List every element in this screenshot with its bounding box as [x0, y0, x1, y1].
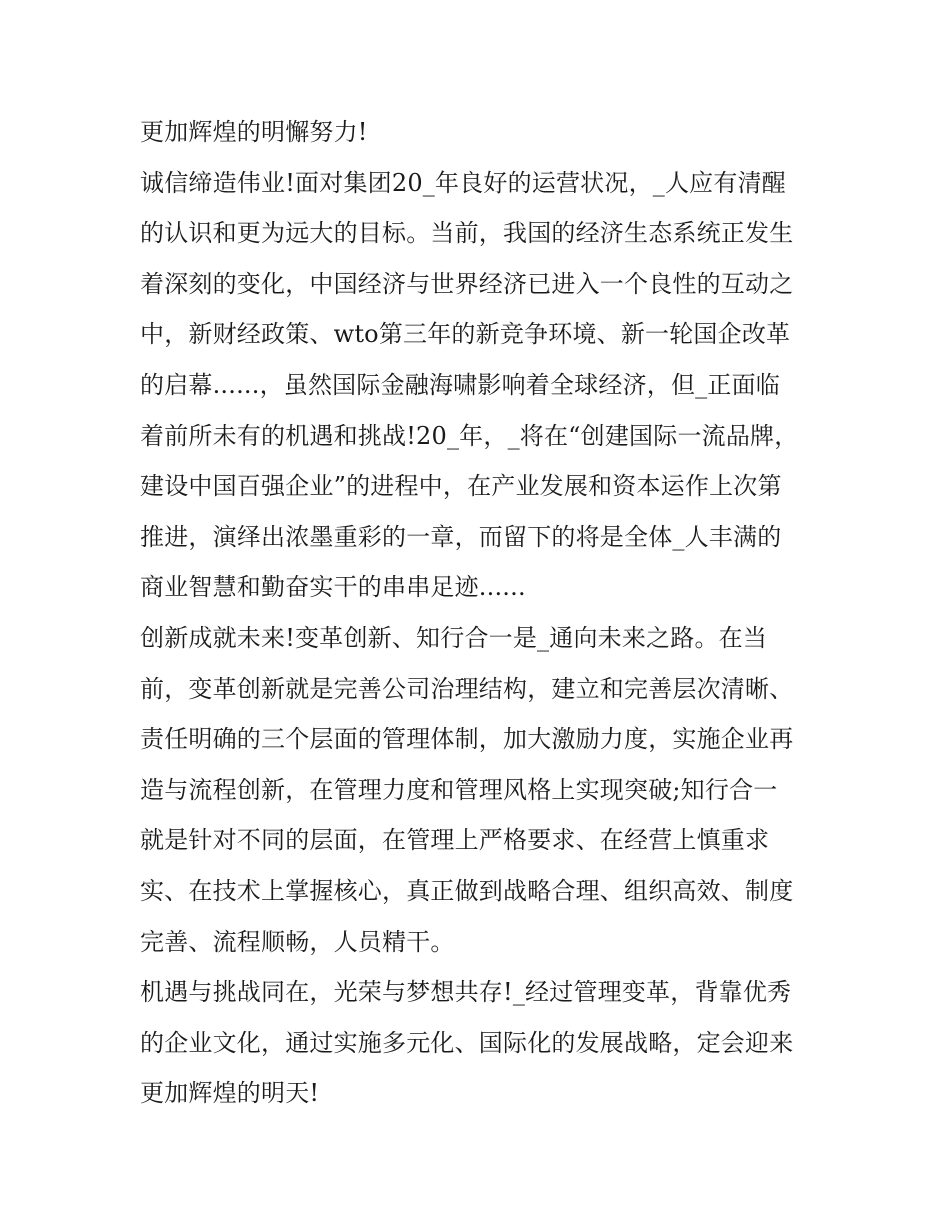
text-line: 着前所未有的机遇和挑战!20_年，_将在“创建国际一流品牌， [140, 421, 799, 450]
text-line: 建设中国百强企业”的进程中，在产业发展和资本运作上次第 [140, 472, 782, 501]
text-line: 前，变革创新就是完善公司治理结构，建立和完善层次清晰、 [140, 674, 794, 703]
text-line: 完善、流程顺畅，人员精干。 [140, 927, 455, 956]
text-line: 创新成就未来!变革创新、知行合一是_通向未来之路。在当 [140, 623, 768, 652]
text-line: 的企业文化，通过实施多元化、国际化的发展战略，定会迎来 [140, 1028, 794, 1057]
text-line: 推进，演绎出浓墨重彩的一章，而留下的将是全体_人丰满的 [140, 522, 782, 551]
text-line: 着深刻的变化，中国经济与世界经济已进入一个良性的互动之 [140, 269, 794, 298]
text-line: 就是针对不同的层面，在管理上严格要求、在经营上慎重求 [140, 826, 770, 855]
text-line: 机遇与挑战同在，光荣与梦想共存!_经过管理变革，背靠优秀 [140, 978, 792, 1007]
text-line: 中，新财经政策、wto第三年的新竞争环境、新一轮国企改革 [140, 320, 791, 349]
text-line: 更加辉煌的明懈努力! [140, 118, 368, 146]
text-line: 商业智慧和勤奋实干的串串足迹...... [140, 573, 526, 602]
text-line: 的启幕......，虽然国际金融海啸影响着全球经济，但_正面临 [140, 370, 780, 399]
text-line: 造与流程创新，在管理力度和管理风格上实现突破;知行合一 [140, 775, 778, 804]
text-line: 实、在技术上掌握核心，真正做到战略合理、组织高效、制度 [140, 876, 794, 905]
text-line: 的认识和更为远大的目标。当前，我国的经济生态系统正发生 [140, 219, 794, 248]
text-line: 责任明确的三个层面的管理体制，加大激励力度，实施企业再 [140, 725, 794, 754]
text-line: 更加辉煌的明天! [140, 1079, 320, 1108]
text-line: 诚信缔造伟业!面对集团20_年良好的运营状况，_人应有清醒 [140, 168, 786, 197]
document-body [140, 107, 815, 1119]
